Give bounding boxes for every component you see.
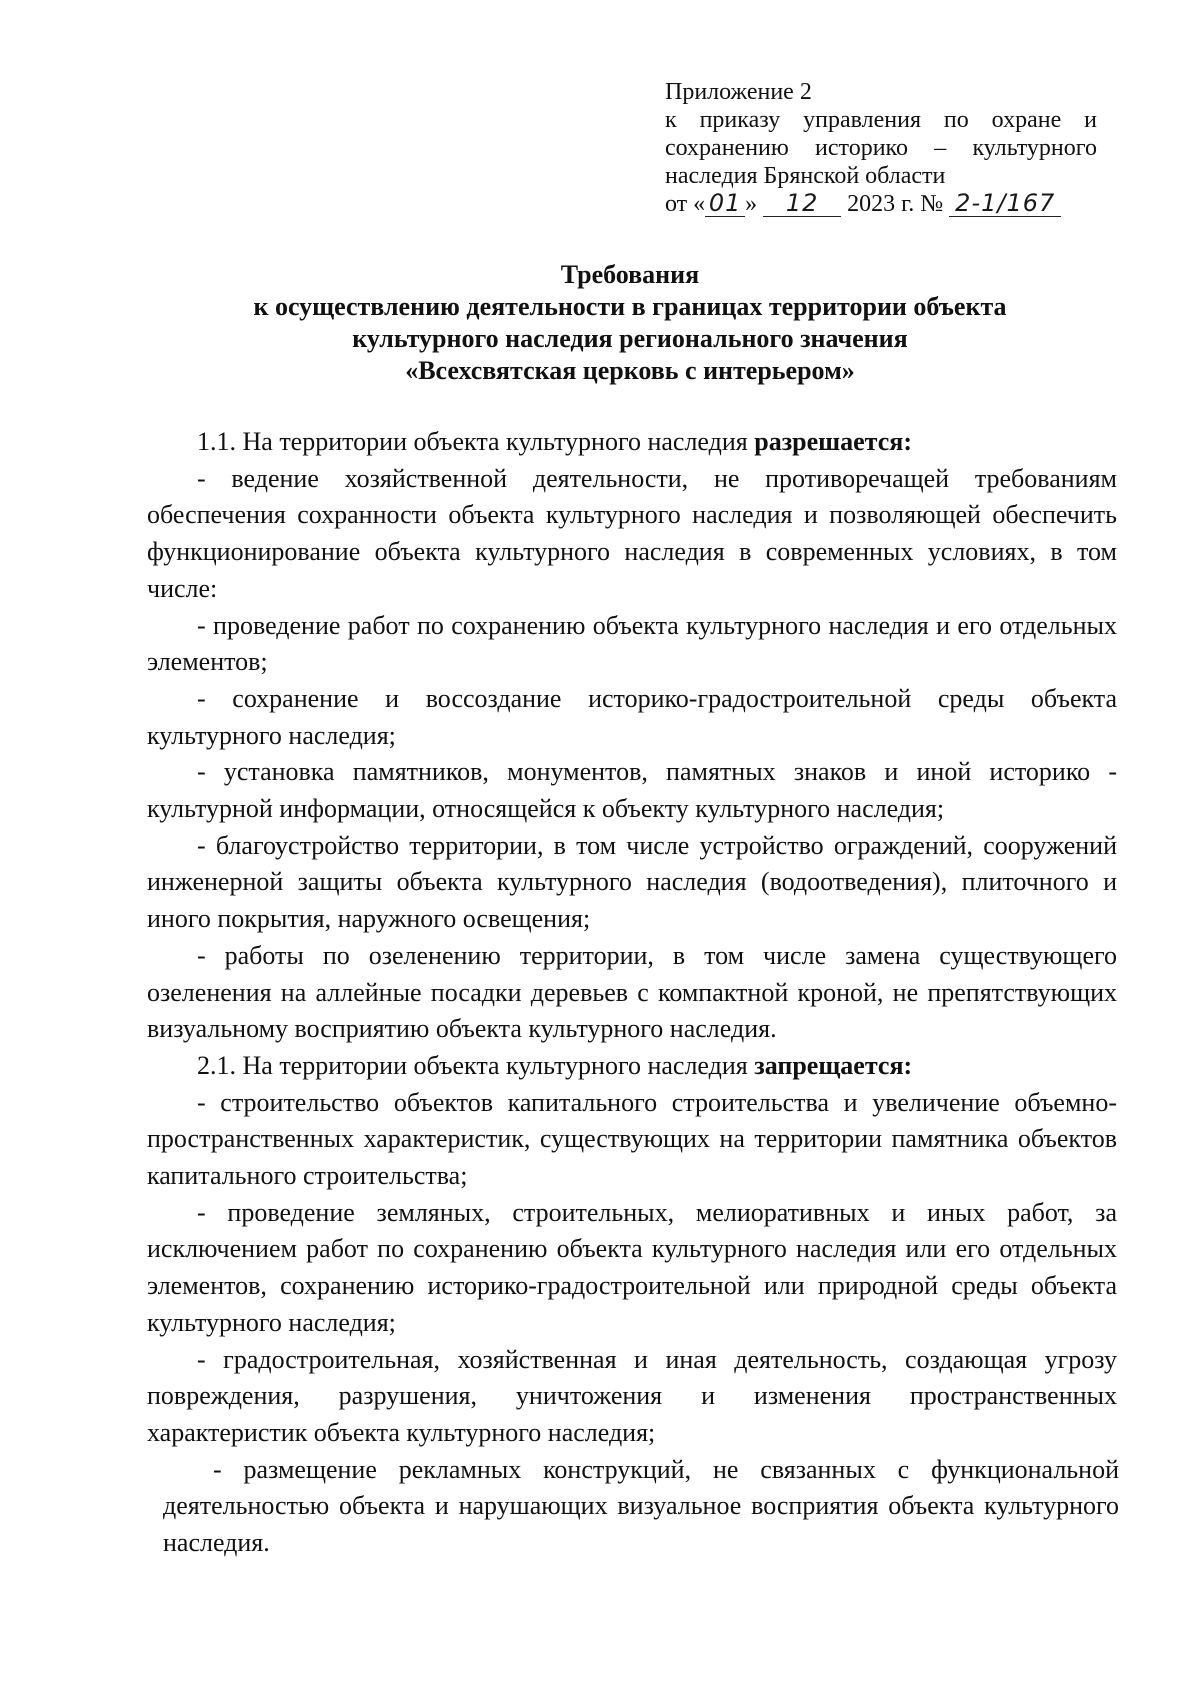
- date-day-field: [705, 191, 745, 217]
- section-1-item: - работы по озеленению территории, в том числе замена существующего озеленения на аллейные посадки деревьев с компактной кроной, не препятствующих визуальному восприятию объекта культурного наследия.: [147, 940, 1117, 1044]
- appendix-order-ref: к приказу управления по охране и: [665, 107, 1097, 133]
- order-number-field: [949, 191, 1061, 217]
- section-2-heading-bold: запрещается:: [754, 1050, 913, 1080]
- section-2-item: - проведение земляных, строительных, мелиоративных и иных работ, за исключением работ по сохранению объекта культурного наследия или его отдельных элементов, сохранению историко-градостроительной или природной среды объекта культурного наследия;: [147, 1197, 1117, 1337]
- document-title: [120, 259, 1140, 387]
- section-2-item: - строительство объектов капитального строительства и увеличение объемно-пространственных характеристик, существующих на территории памятника объектов капитального строительства;: [147, 1087, 1117, 1191]
- title-line-1: Требования: [560, 260, 700, 289]
- appendix-order-ref-cont: сохранению историко – культурного: [665, 135, 1097, 161]
- date-mid: »: [745, 191, 758, 217]
- title-line-2: к осуществлению деятельности в границах территории объекта: [253, 292, 1007, 321]
- section-1-heading-bold: разрешается:: [754, 427, 913, 456]
- section-1-item: - ведение хозяйственной деятельности, не противоречащей требованиям обеспечения сохранности объекта культурного наследия и позволяющей обеспечить функционирование объекта культурного наследия в современных условиях, в том числе:: [147, 463, 1117, 603]
- section-1-item: - сохранение и воссоздание историко-градостроительной среды объекта культурного наследия;: [147, 683, 1117, 750]
- section-2-heading-text: 2.1. На территории объекта культурного наследия: [197, 1050, 755, 1080]
- appendix-block: [665, 78, 1097, 218]
- date-year: 2023 г. №: [847, 191, 944, 217]
- section-1-item: - установка памятников, монументов, памятных знаков и иной историко - культурной информации, относящейся к объекту культурного наследия;: [147, 757, 1117, 824]
- document-body: [147, 424, 1117, 1562]
- section-1-item: - проведение работ по сохранению объекта культурного наследия и его отдельных элементов;: [147, 610, 1117, 677]
- appendix-authority: наследия Брянской области: [665, 163, 946, 189]
- date-month-handwritten: 12: [785, 189, 819, 217]
- section-2-item: - градостроительная, хозяйственная и иная деятельность, создающая угрозу повреждения, разрушения, уничтожения и изменения пространственных характеристик объекта культурного наследия;: [147, 1344, 1117, 1447]
- section-1-heading-text: 1.1. На территории объекта культурного наследия: [197, 427, 755, 456]
- section-1-item: - благоустройство территории, в том числе устройство ограждений, сооружений инженерной защиты объекта культурного наследия (водоотведения), плиточного и иного покрытия, наружного освещения;: [147, 830, 1117, 934]
- appendix-date-line: [665, 190, 1097, 218]
- order-number-handwritten: 2-1/167: [955, 189, 1056, 217]
- section-2-item: - размещение рекламных конструкций, не связанных с функциональной деятельностью объекта и нарушающих визуальное восприятия объекта культурного наследия.: [163, 1454, 1119, 1558]
- appendix-title: Приложение 2: [665, 79, 812, 105]
- title-line-4: «Всехсвятская церковь с интерьером»: [405, 356, 855, 385]
- date-month-field: [763, 191, 841, 217]
- date-prefix: от «: [665, 191, 706, 217]
- section-1-heading: [147, 424, 1117, 461]
- title-line-3: культурного наследия регионального значения: [352, 324, 908, 353]
- date-day-handwritten: 01: [708, 189, 742, 217]
- section-2-heading: [147, 1048, 1117, 1085]
